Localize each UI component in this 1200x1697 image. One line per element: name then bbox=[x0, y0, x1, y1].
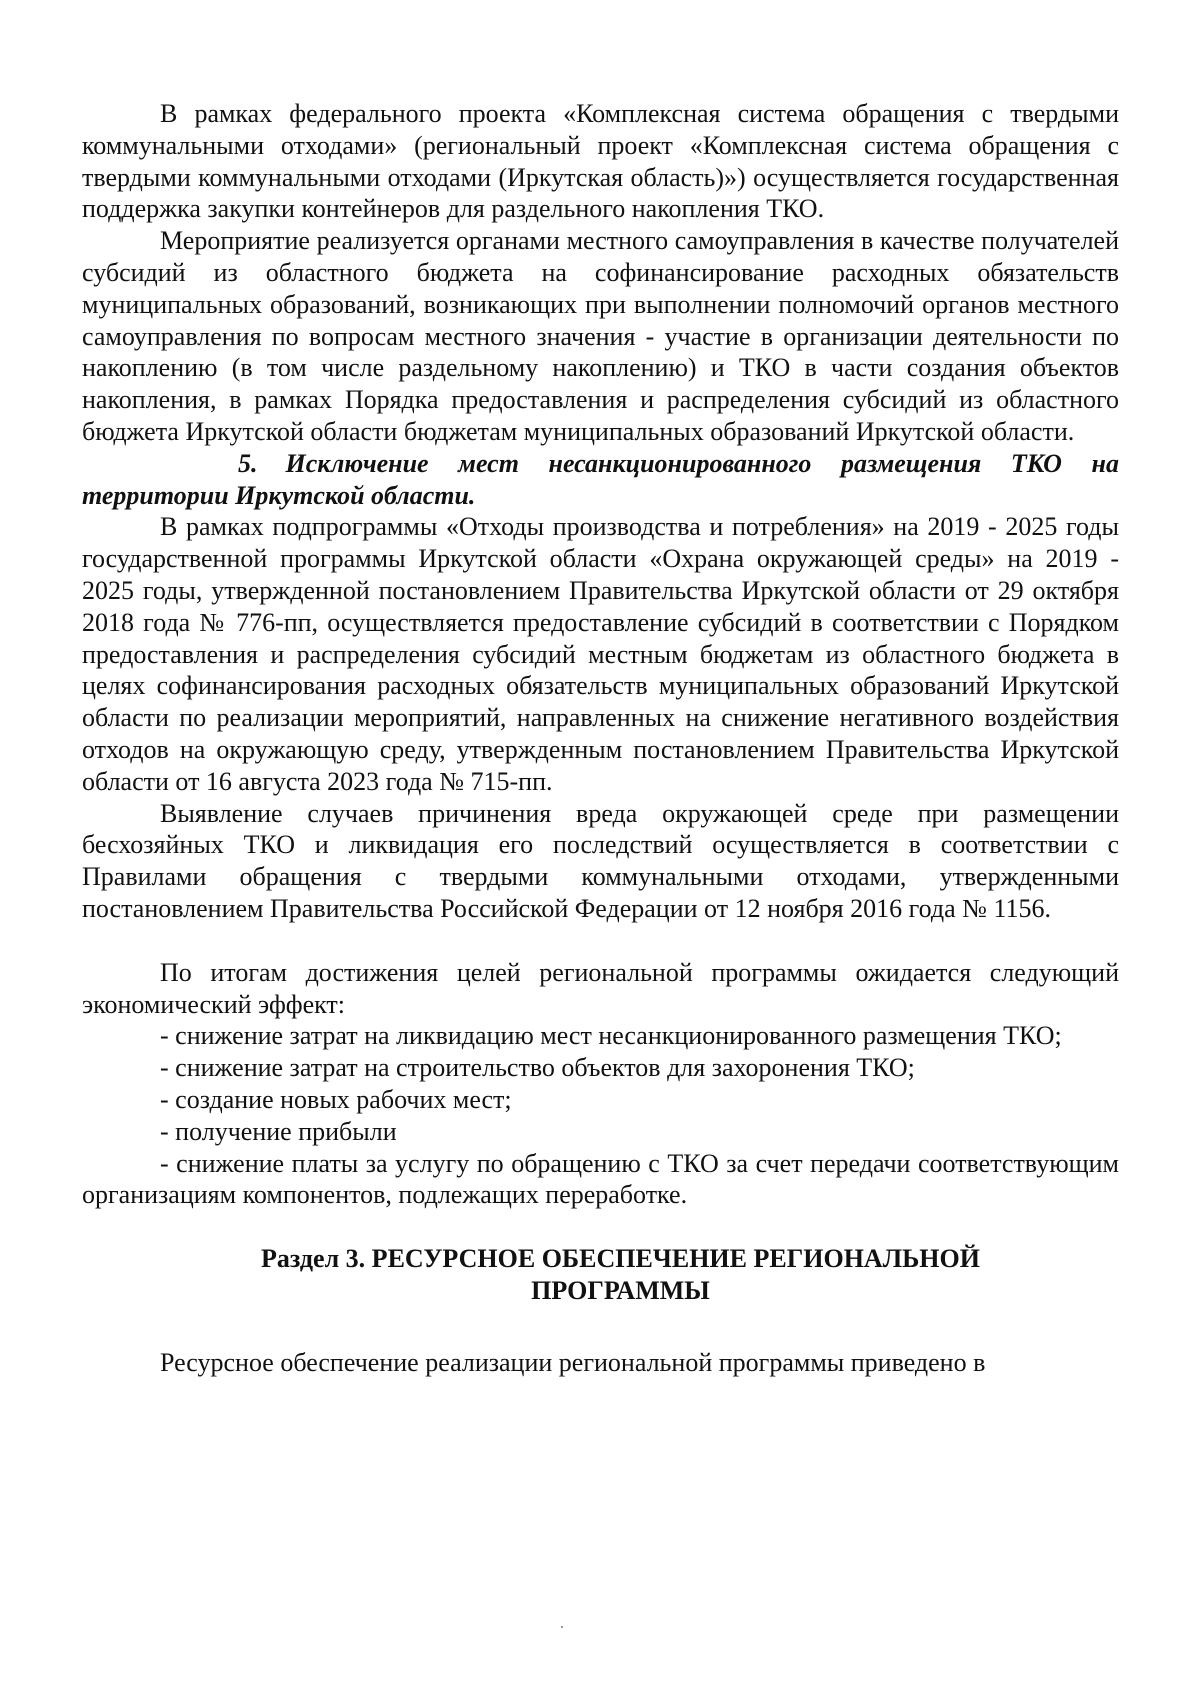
section-title-line-2: ПРОГРАММЫ bbox=[531, 1276, 710, 1306]
heading-item-5 bbox=[82, 448, 1119, 512]
paragraph-economic-effect: По итогам достижения целей региональной программы ожидается следующий экономический эффект: bbox=[82, 957, 1119, 1019]
list-item-effect-3: - создание новых рабочих мест; bbox=[160, 1084, 512, 1114]
blank-line bbox=[82, 925, 1119, 957]
section-title bbox=[82, 1243, 1119, 1307]
scan-speck bbox=[561, 1626, 563, 1628]
document-body bbox=[82, 98, 1119, 1379]
paragraph-resource-provision: Ресурсное обеспечение реализации региональной программы приведено в bbox=[160, 1348, 986, 1378]
paragraph-subprogram: В рамках подпрограммы «Отходы производства и потребления» на 2019 - 2025 годы государственной программы Иркутской области «Охрана окружающей среды» на 2019 - 2025 годы, утвержденной постановлением Правительства Иркутской области от 29 октября 2018 года № 776-пп, осуществляется предоставление субсидий в соответствии с Порядком предоставления и распределения субсидий местным бюджетам из областного бюджета в целях софинансирования расходных обязательств муниципальных образований Иркутской области по реализации мероприятий, направленных на снижение негативного воздействия отходов на окружающую среду, утвержденным постановлением Правительства Иркутской области от 16 августа 2023 года № 715-пп. bbox=[82, 512, 1119, 796]
list-item-effect-2: - снижение затрат на строительство объектов для захоронения ТКО; bbox=[160, 1053, 915, 1083]
paragraph-federal-project: В рамках федерального проекта «Комплексная система обращения с твердыми коммунальными отходами» (региональный проект «Комплексная система обращения с твердыми коммунальными отходами (Иркутская область)») осуществляется государственная поддержка закупки контейнеров для раздельного накопления ТКО. bbox=[82, 99, 1119, 224]
list-item-effect-4: - получение прибыли bbox=[160, 1116, 397, 1146]
list-item-effect-1: - снижение затрат на ликвидацию мест несанкционированного размещения ТКО; bbox=[160, 1021, 1062, 1051]
paragraph-damage-detection: Выявление случаев причинения вреда окружающей среде при размещении бесхозяйных ТКО и ликвидация его последствий осуществляется в соответствии с Правилами обращения с твердыми коммунальными отходами, утвержденными постановлением Правительства Российской Федерации от 12 ноября 2016 года № 1156. bbox=[82, 798, 1119, 923]
section-spacer bbox=[82, 1307, 1119, 1347]
list-item-effect-5: - снижение платы за услугу по обращению с ТКО за счет передачи соответствующим организациям компонентов, подлежащих переработке. bbox=[82, 1148, 1119, 1210]
paragraph-measure-implementation: Мероприятие реализуется органами местного самоуправления в качестве получателей субсидий из областного бюджета на софинансирование расходных обязательств муниципальных образований, возникающих при выполнении полномочий органов местного самоуправления по вопросам местного значения - участие в организации деятельности по накоплению (в том числе раздельному накоплению) и ТКО в части создания объектов накопления, в рамках Порядка предоставления и распределения субсидий из областного бюджета Иркутской области бюджетам муниципальных образований Иркутской области. bbox=[82, 226, 1119, 446]
section-title-line-1: Раздел 3. РЕСУРСНОЕ ОБЕСПЕЧЕНИЕ РЕГИОНАЛЬНОЙ bbox=[261, 1244, 980, 1274]
heading-item-text: Исключение мест несанкционированного размещения ТКО на территории Иркутской области. bbox=[82, 448, 1119, 510]
heading-item-number: 5. bbox=[238, 448, 258, 478]
